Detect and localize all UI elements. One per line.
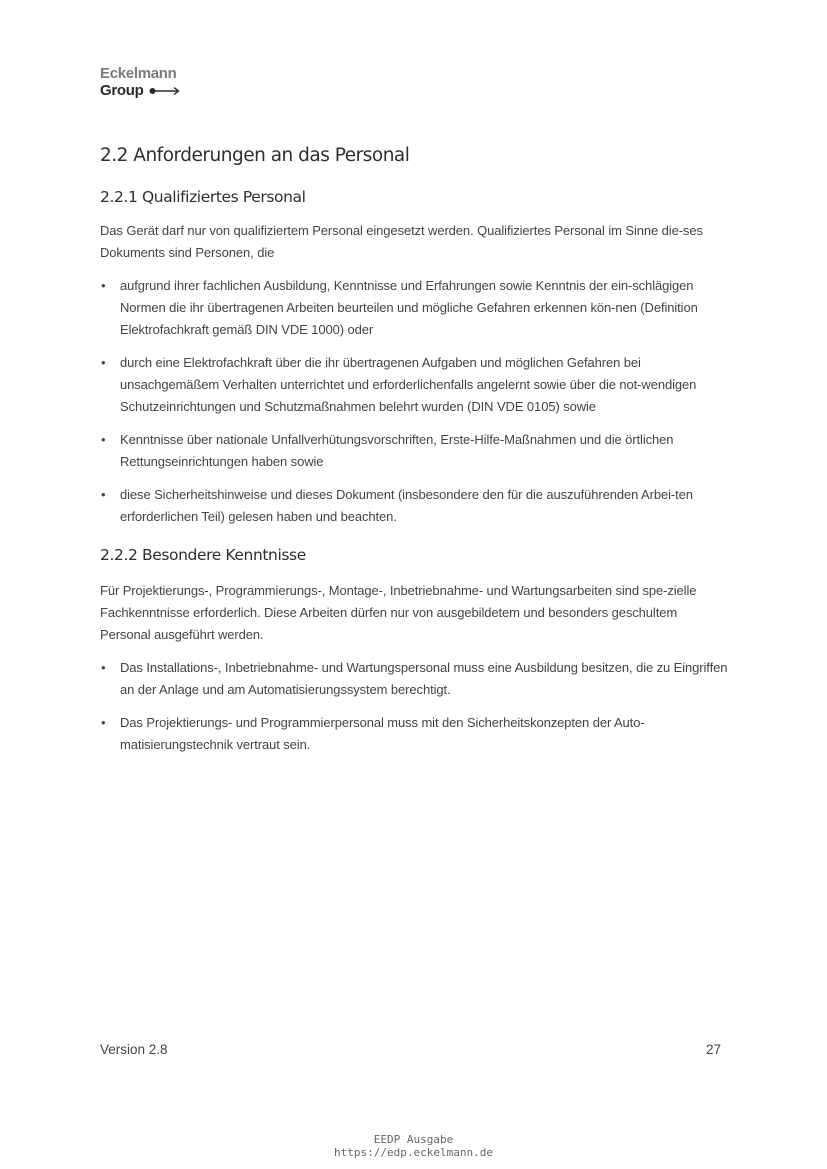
bullet-icon: • <box>101 715 106 730</box>
stamp-title: EEDP Ausgabe <box>373 1133 454 1146</box>
print-stamp <box>0 1133 827 1159</box>
bullet-list-qualified <box>100 275 728 528</box>
list-item-text: Das Projektierungs- und Programmierpersonal muss mit den Sicherheitskonzepten der Auto-matisierungstechnik vertraut sein. <box>120 715 645 752</box>
bullet-icon: • <box>101 278 106 293</box>
paragraph-qualified-intro: Das Gerät darf nur von qualifiziertem Personal eingesetzt werden. Qualifiziertes Personal im Sinne die-ses Dokuments sind Personen, die <box>100 223 703 260</box>
list-item-text: Kenntnisse über nationale Unfallverhütungsvorschriften, Erste-Hilfe-Maßnahmen und die örtlichen Rettungseinrichtungen haben sowie <box>120 432 674 469</box>
list-item <box>100 352 728 418</box>
list-item-text: diese Sicherheitshinweise und dieses Dokument (insbesondere den für die auszuführenden Arbei-ten erforderlichen Teil) gelesen haben und beachten. <box>120 487 693 524</box>
subsection-title-qualified: 2.2.1 Qualifiziertes Personal <box>100 188 306 206</box>
list-item <box>100 657 728 701</box>
list-item-text: durch eine Elektrofachkraft über die ihr übertragenen Aufgaben und möglichen Gefahren bei unsachgemäßem Verhalten unterrichtet und erforderlichenfalls angelernt sowie über die not-wendigen Schutzeinrichtungen und Schutzmaßnahmen belehrt wurden (DIN VDE 0105) sowie <box>120 355 697 414</box>
logo-wordmark-bottom <box>100 82 181 99</box>
footer-version: Version 2.8 <box>100 1042 168 1057</box>
logo-wordmark-group: Group <box>100 82 144 99</box>
logo-wordmark-top: Eckelmann <box>100 65 177 82</box>
bullet-icon: • <box>101 432 106 447</box>
paragraph-special-intro: Für Projektierungs-, Programmierungs-, Montage-, Inbetriebnahme- und Wartungsarbeiten sind spe-zielle Fachkenntnisse erforderlich. Diese Arbeiten dürfen nur von ausgebildetem und besonders geschultem Personal ausgeführt werden. <box>100 583 697 642</box>
arrow-right-icon <box>149 86 181 96</box>
bullet-icon: • <box>101 660 106 675</box>
bullet-icon: • <box>101 487 106 502</box>
stamp-url: https://edp.eckelmann.de <box>334 1146 493 1159</box>
list-item <box>100 712 728 756</box>
list-item <box>100 429 728 473</box>
main-content <box>100 140 728 767</box>
list-item-text: aufgrund ihrer fachlichen Ausbildung, Kenntnisse und Erfahrungen sowie Kenntnis der ein-schlägigen Normen die ihr übertragenen Arbeiten beurteilen und mögliche Gefahren erkennen kön-nen (Definition Elektrofachkraft gemäß DIN VDE 1000) oder <box>120 278 698 337</box>
page-number: 27 <box>705 1042 721 1057</box>
bullet-icon: • <box>101 355 106 370</box>
subsection-title-special: 2.2.2 Besondere Kenntnisse <box>100 546 306 564</box>
bullet-list-special <box>100 657 728 756</box>
list-item <box>100 484 728 528</box>
list-item <box>100 275 728 341</box>
company-logo <box>100 65 181 99</box>
section-title: 2.2 Anforderungen an das Personal <box>100 145 410 166</box>
list-item-text: Das Installations-, Inbetriebnahme- und Wartungspersonal muss eine Ausbildung besitzen, die zu Eingriffen an der Anlage und am Automatisierungssystem berechtigt. <box>120 660 728 697</box>
